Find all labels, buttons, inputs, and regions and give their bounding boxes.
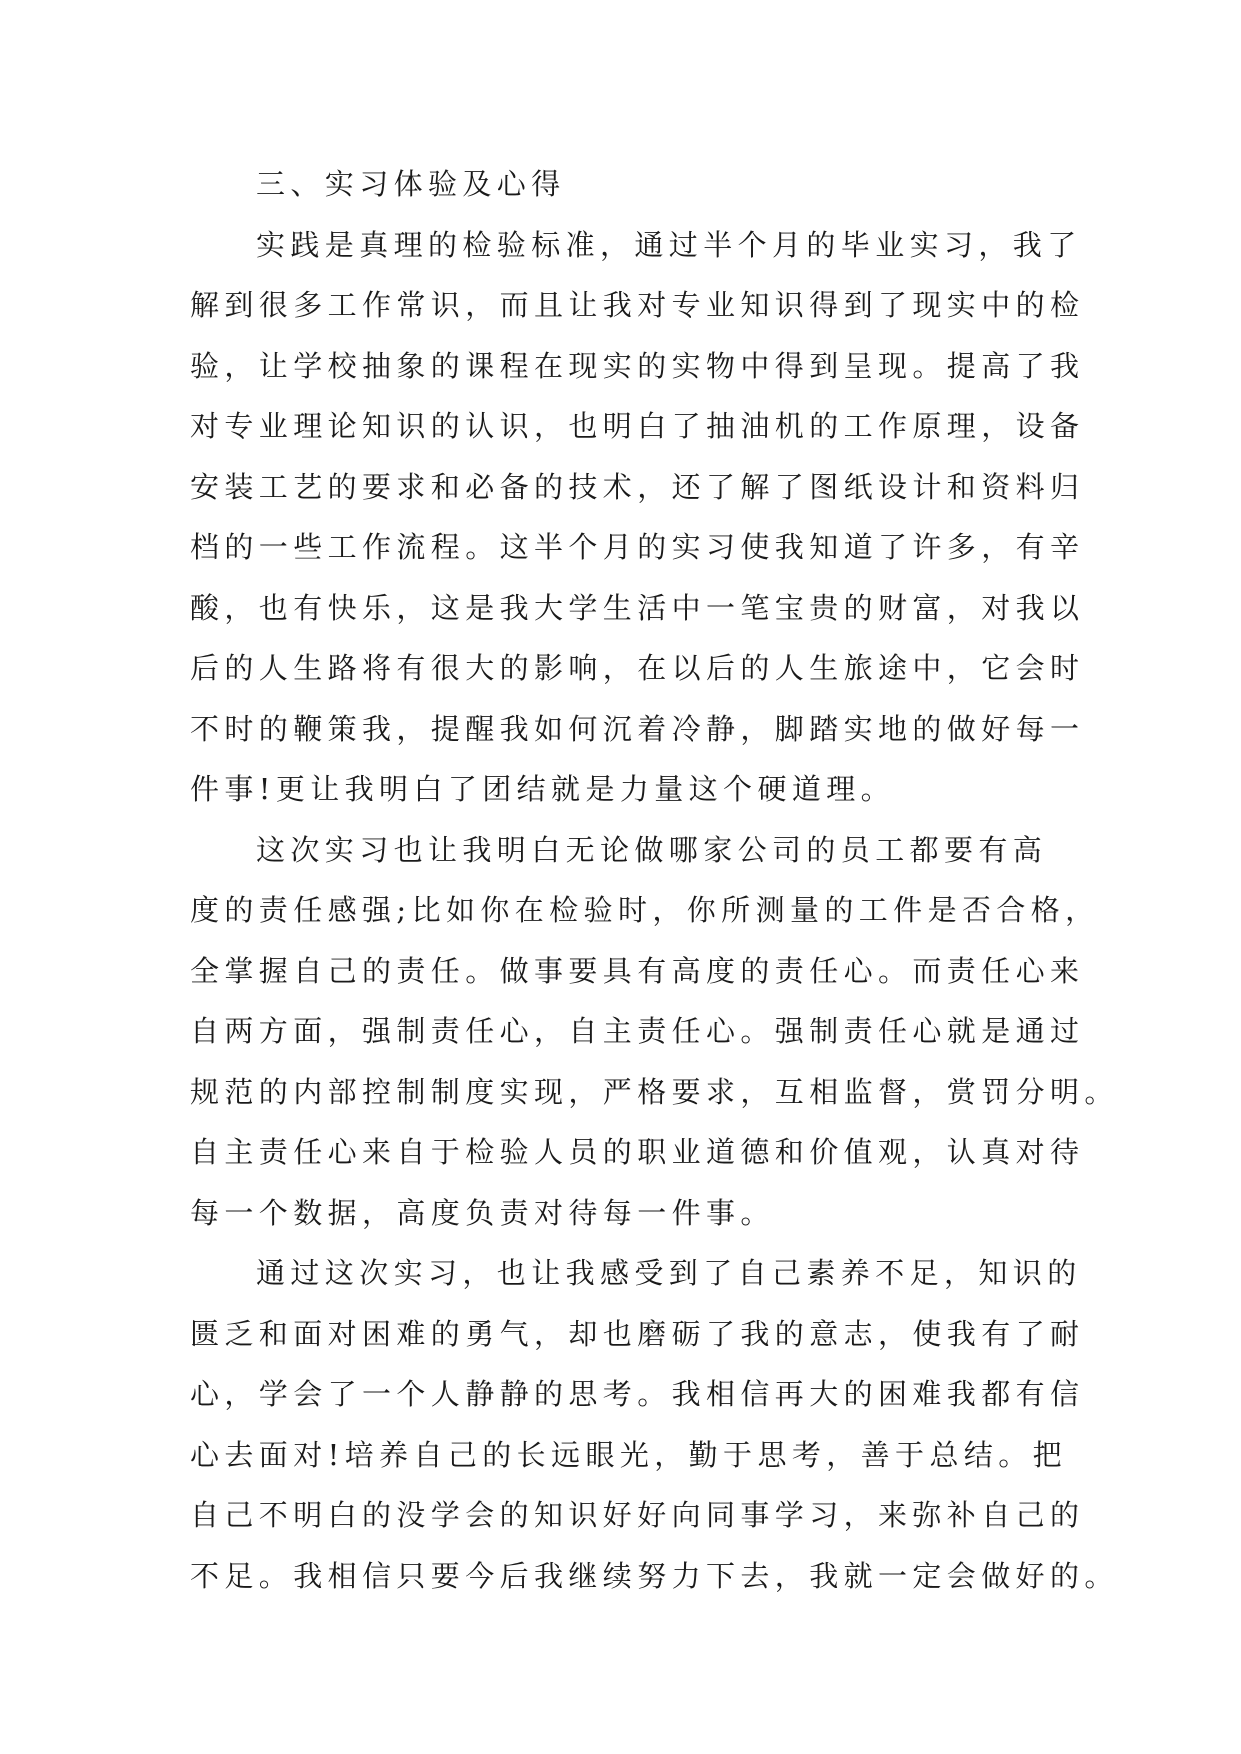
paragraph-3-line: 心去面对!培养自己的长远眼光，勤于思考，善于总结。把 (190, 1437, 1068, 1472)
paragraph-1-line: 档的一些工作流程。这半个月的实习使我知道了许多，有辛 (190, 530, 1085, 564)
document-body (190, 154, 1119, 1606)
paragraph-1-line: 实践是真理的检验标准，通过半个月的毕业实习，我了 (256, 227, 1082, 262)
paragraph-3-line: 不足。我相信只要今后我继续努力下去，我就一定会做好的。 (190, 1558, 1119, 1593)
paragraph-2-line: 这次实习也让我明白无论做哪家公司的员工都要有高 (256, 832, 1048, 867)
paragraph-1-line: 对专业理论知识的认识，也明白了抽油机的工作原理，设备 (190, 409, 1085, 443)
paragraph-1-line: 安装工艺的要求和必备的技术，还了解了图纸设计和资料归 (190, 469, 1085, 504)
paragraph-1-line: 解到很多工作常识，而且让我对专业知识得到了现实中的检 (190, 288, 1085, 322)
paragraph-1-line: 验，让学校抽象的课程在现实的实物中得到呈现。提高了我 (190, 348, 1085, 383)
paragraph-2-line: 规范的内部控制制度实现，严格要求，互相监督，赏罚分明。 (190, 1074, 1119, 1109)
paragraph-1-line: 酸，也有快乐，这是我大学生活中一笔宝贵的财富，对我以 (190, 590, 1085, 625)
paragraph-2-line: 每一个数据，高度负责对待每一件事。 (190, 1195, 775, 1230)
paragraph-2-line: 度的责任感强;比如你在检验时，你所测量的工件是否合格， (190, 893, 1100, 927)
paragraph-1-line: 件事!更让我明白了团结就是力量这个硬道理。 (190, 772, 896, 806)
paragraph-1-line: 不时的鞭策我，提醒我如何沉着冷静，脚踏实地的做好每一 (190, 711, 1085, 746)
paragraph-2-line: 自主责任心来自于检验人员的职业道德和价值观，认真对待 (190, 1135, 1085, 1169)
paragraph-2-line: 全掌握自己的责任。做事要具有高度的责任心。而责任心来 (190, 953, 1085, 988)
paragraph-3-line: 自己不明白的没学会的知识好好向同事学习，来弥补自己的 (190, 1498, 1085, 1532)
paragraph-3-line: 心，学会了一个人静静的思考。我相信再大的困难我都有信 (190, 1377, 1085, 1411)
paragraph-3-line: 匮乏和面对困难的勇气，却也磨砺了我的意志，使我有了耐 (190, 1316, 1085, 1351)
paragraph-1-line: 后的人生路将有很大的影响，在以后的人生旅途中，它会时 (190, 651, 1085, 685)
paragraph-2-line: 自两方面，强制责任心，自主责任心。强制责任心就是通过 (190, 1014, 1085, 1048)
paragraph-3-line: 通过这次实习，也让我感受到了自己素养不足，知识的 (256, 1256, 1082, 1290)
section-heading: 三、实习体验及心得 (256, 167, 566, 201)
